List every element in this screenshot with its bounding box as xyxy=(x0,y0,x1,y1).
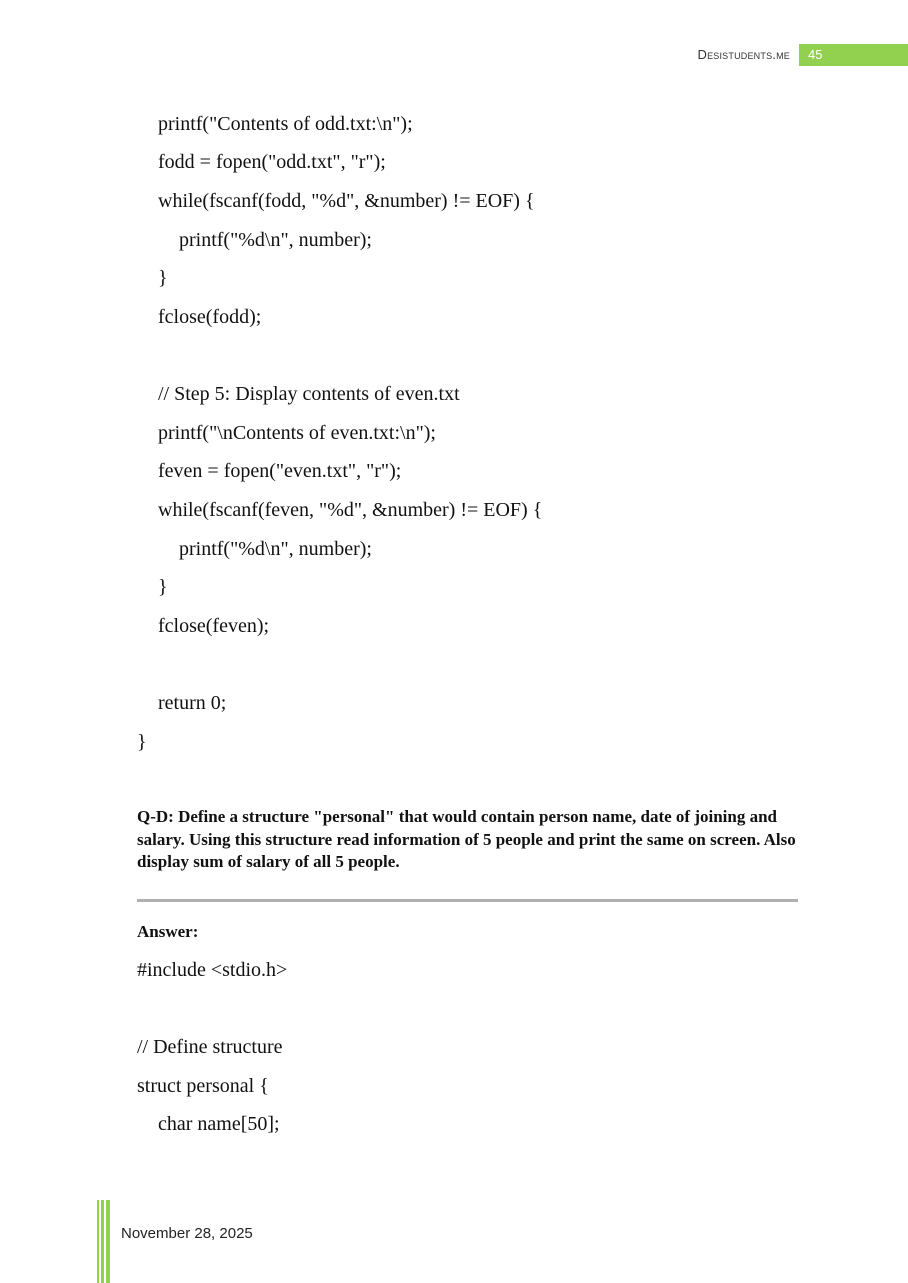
code-line: } xyxy=(158,576,168,598)
code-comment: // Define structure xyxy=(137,1036,283,1058)
code-line: return 0; xyxy=(158,692,227,714)
code-line: printf("\nContents of even.txt:\n"); xyxy=(158,422,436,444)
code-line: printf("Contents of odd.txt:\n"); xyxy=(158,113,413,135)
code-line: printf("%d\n", number); xyxy=(179,538,372,560)
code-line: while(fscanf(fodd, "%d", &number) != EOF) { xyxy=(158,190,535,212)
code-line: } xyxy=(137,731,147,753)
footer-accent-bars xyxy=(97,1200,111,1283)
code-line: } xyxy=(158,267,168,289)
code-line: fclose(feven); xyxy=(158,615,270,637)
code-line: char name[50]; xyxy=(158,1113,280,1135)
code-line: struct personal { xyxy=(137,1075,269,1097)
answer-label: Answer: xyxy=(137,922,199,941)
code-line: fclose(fodd); xyxy=(158,306,262,328)
code-line: fodd = fopen("odd.txt", "r"); xyxy=(158,151,386,173)
code-line: #include <stdio.h> xyxy=(137,959,288,981)
question-text: Q-D: Define a structure "personal" that would contain person name, date of joining and salary. Using this structure read information of 5 people and print the same on screen. Also display sum of salary of all 5 people. xyxy=(137,807,796,871)
code-comment: // Step 5: Display contents of even.txt xyxy=(158,383,460,405)
footer-date: November 28, 2025 xyxy=(121,1225,253,1242)
header-site-name: Desistudents.me xyxy=(697,47,790,62)
code-line: while(fscanf(feven, "%d", &number) != EOF) { xyxy=(158,499,543,521)
code-line: printf("%d\n", number); xyxy=(179,229,372,251)
section-divider xyxy=(137,899,798,902)
page-number-badge: 45 xyxy=(799,44,908,66)
code-line: feven = fopen("even.txt", "r"); xyxy=(158,460,402,482)
